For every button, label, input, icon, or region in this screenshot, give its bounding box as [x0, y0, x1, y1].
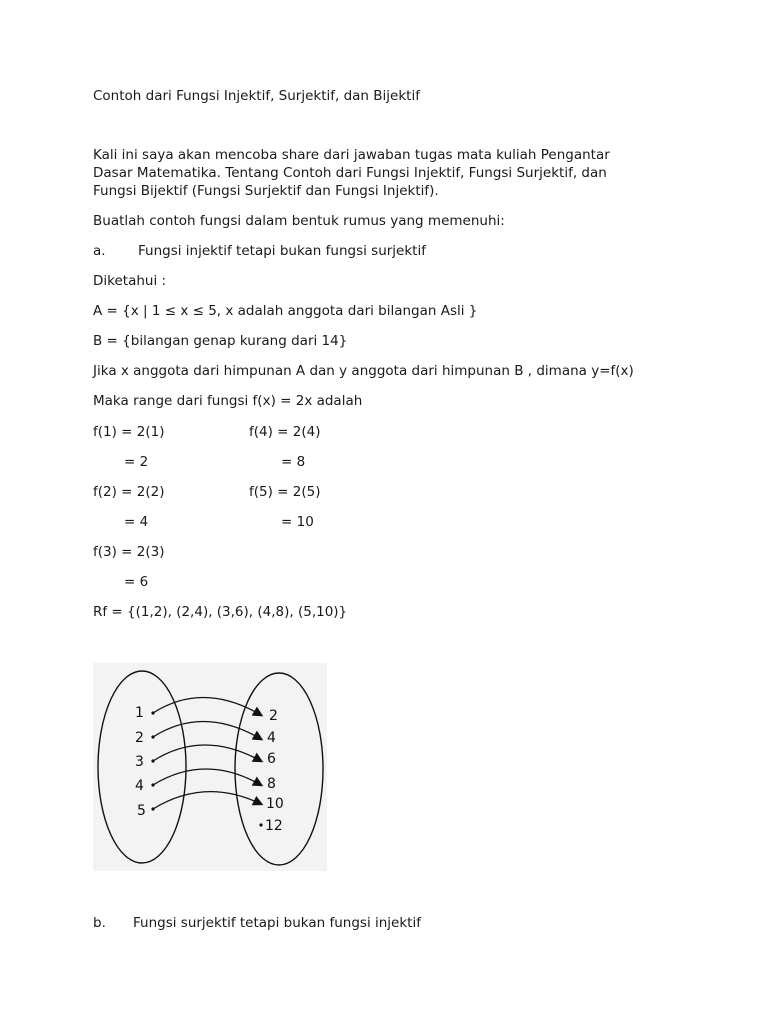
calc-r4: = 8	[281, 454, 306, 470]
calc-f4: f(4) = 2(4)	[249, 424, 321, 440]
page-title: Contoh dari Fungsi Injektif, Surjektif, dan Bijektif	[93, 88, 420, 104]
mapping-arrow	[153, 769, 261, 785]
item-a-text: Fungsi injektif tetapi bukan fungsi surjektif	[138, 243, 426, 259]
mapping-arrow	[153, 697, 261, 715]
codomain-label: 8	[267, 776, 276, 792]
mapping-arrow	[153, 792, 261, 809]
mapping-arrow	[153, 745, 261, 761]
calc-f1: f(1) = 2(1)	[93, 424, 165, 440]
codomain-label: 10	[266, 796, 284, 812]
intro-line-1: Kali ini saya akan mencoba share dari jawaban tugas mata kuliah Pengantar	[93, 147, 610, 163]
codomain-ellipse	[235, 673, 323, 865]
diketahui: Diketahui :	[93, 273, 167, 289]
calc-r2: = 4	[124, 514, 149, 530]
calc-f3: f(3) = 2(3)	[93, 544, 165, 560]
domain-label: 3	[135, 754, 144, 770]
domain-label: 2	[135, 730, 144, 746]
maka-statement: Maka range dari fungsi f(x) = 2x adalah	[93, 393, 363, 409]
domain-label: 5	[137, 803, 146, 819]
item-b-label: b.	[93, 915, 106, 931]
calc-r5: = 10	[281, 514, 314, 530]
intro-line-3: Fungsi Bijektif (Fungsi Surjektif dan Fungsi Injektif).	[93, 183, 439, 199]
set-b: B = {bilangan genap kurang dari 14}	[93, 333, 348, 349]
instruction: Buatlah contoh fungsi dalam bentuk rumus yang memenuhi:	[93, 213, 505, 229]
mapping-diagram-svg	[93, 663, 327, 871]
domain-label: 4	[135, 778, 144, 794]
range-set: Rf = {(1,2), (2,4), (3,6), (4,8), (5,10)}	[93, 604, 348, 620]
mapping-arrow	[153, 721, 261, 739]
item-b-text: Fungsi surjektif tetapi bukan fungsi injektif	[133, 915, 421, 931]
codomain-point	[259, 823, 262, 826]
intro-line-2: Dasar Matematika. Tentang Contoh dari Fungsi Injektif, Fungsi Surjektif, dan	[93, 165, 607, 181]
codomain-label: 2	[269, 708, 278, 724]
calc-f2: f(2) = 2(2)	[93, 484, 165, 500]
codomain-label: 6	[267, 751, 276, 767]
codomain-label: 4	[267, 730, 276, 746]
calc-r3: = 6	[124, 574, 149, 590]
calc-r1: = 2	[124, 454, 149, 470]
set-a: A = {x | 1 ≤ x ≤ 5, x adalah anggota dari bilangan Asli }	[93, 303, 478, 319]
jika-statement: Jika x anggota dari himpunan A dan y anggota dari himpunan B , dimana y=f(x)	[93, 363, 634, 379]
mapping-diagram	[93, 663, 327, 871]
item-a-label: a.	[93, 243, 106, 259]
calc-f5: f(5) = 2(5)	[249, 484, 321, 500]
codomain-label: 12	[265, 818, 283, 834]
domain-label: 1	[135, 705, 144, 721]
